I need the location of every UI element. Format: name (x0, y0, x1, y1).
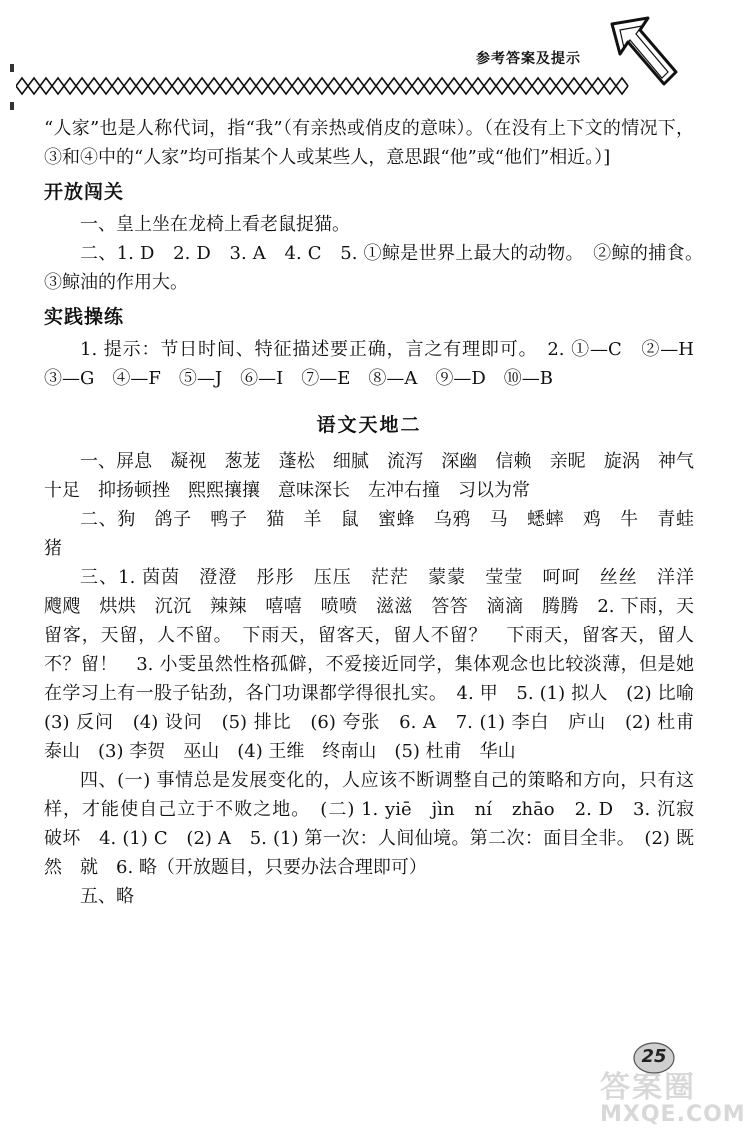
up-arrow-icon (602, 16, 682, 88)
watermark-url: MXQE.COM (600, 1102, 746, 1127)
page-number: 25 (641, 1046, 667, 1067)
answer-item: 1. 提示：节日时间、特征描述要正确，言之有理即可。 2. ①—C ②—H ③—G ④—F ⑤—J ⑥—I ⑦—E ⑧—A ⑨—D ⑩—B (44, 339, 712, 389)
zigzag-divider (16, 72, 630, 100)
answer-item: 二、1. D 2. D 3. A 4. C 5. ①鲸是世界上最大的动物。 ②鲸的捕食。 ③鲸油的作用大。 (44, 243, 712, 293)
answer-item: 三、1. 茵茵 澄澄 彤彤 压压 茫茫 蒙蒙 莹莹 呵呵 丝丝 洋洋 飕飕 烘烘 沉沉 辣辣 嘻嘻 喷喷 滋滋 答答 滴滴 腾腾 2. 下雨，天留客，天留，人不留。 下雨天，留客天，留人不留？ 下雨天，留客天，留人不？留！ 3. 小雯虽然性格孤僻，不爱接近同学，集体观念也比较淡薄，但是她在学习上有一股子钻劲，各门功课都学得很扎实。 4. 甲 5. (1) 拟人 (2) 比喻 (3) 反问 (4) 设问 (5) 排比 (6) 夸张 6. A 7. (1) 李白 庐山 (2) 杜甫 泰山 (3) 李贺 巫山 (4) 王维 终南山 (5) 杜甫 华山 (44, 567, 712, 762)
watermark-text: 答案圈 (600, 1070, 696, 1105)
section-title-open: 开放闯关 (44, 181, 125, 203)
answer-item: 四、(一) 事情总是发展变化的，人应该不断调整自己的策略和方向，只有这样，才能使自己立于不败之地。 (二) 1. yiē jìn ní zhāo 2. D 3. 沉寂 破坏 4. (1) C (2) A 5. (1) 第一次：人间仙境。第二次：面目全非。 (2) 既然 就 6. 略（开放题目，只要办法合理即可） (44, 770, 712, 878)
continued-paragraph: “人家”也是人称代词，指“我”（有亲热或俏皮的意味）。（在没有上下文的情况下，③和④中的“人家”均可指某个人或某些人，意思跟“他”或“他们”相近。）] (44, 118, 694, 168)
margin-mark (10, 64, 14, 72)
answer-item: 二、狗 鸽子 鸭子 猫 羊 鼠 蜜蜂 乌鸦 马 蟋蟀 鸡 牛 青蛙 猪 (44, 509, 712, 559)
page-header (0, 0, 750, 110)
answer-content (44, 114, 712, 911)
answer-item: 五、略 (80, 886, 134, 907)
answer-item: 一、皇上坐在龙椅上看老鼠捉猫。 (80, 214, 350, 235)
section-title-practice: 实践操练 (44, 306, 125, 328)
answer-item: 一、屏息 凝视 葱茏 蓬松 细腻 流泻 深幽 信赖 亲昵 旋涡 神气十足 抑扬顿挫 熙熙攘攘 意味深长 左冲右撞 习以为常 (44, 451, 694, 501)
header-title: 参考答案及提示 (476, 51, 581, 67)
watermark-logo (560, 1058, 746, 1134)
chapter-title: 语文天地二 (316, 414, 422, 436)
margin-mark (10, 102, 14, 110)
